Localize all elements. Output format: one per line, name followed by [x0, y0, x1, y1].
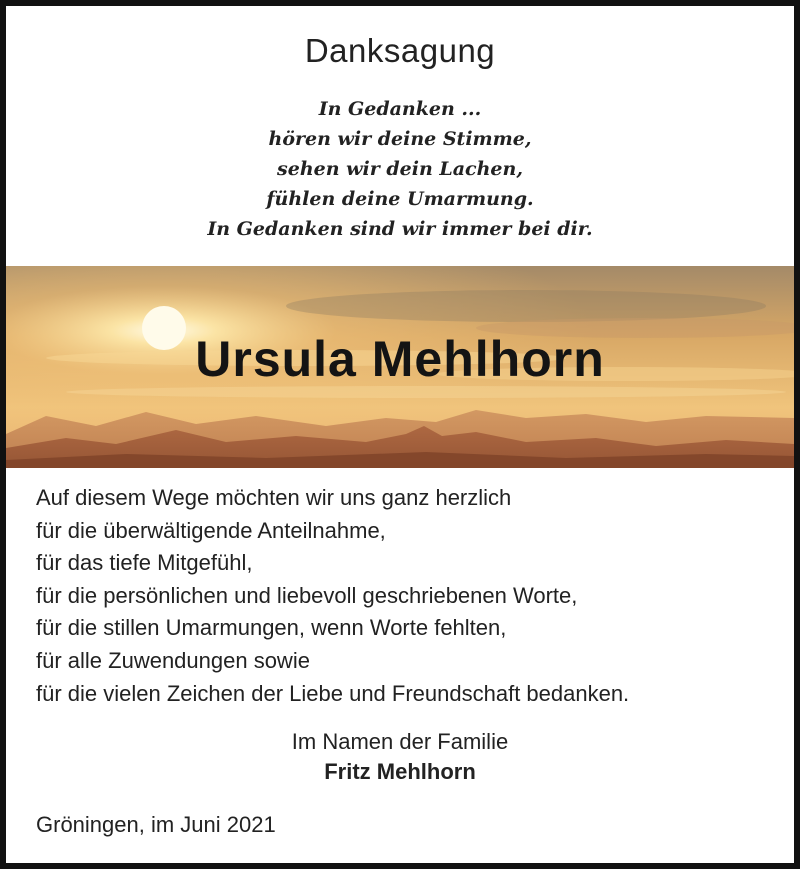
thanks-line: für die vielen Zeichen der Liebe und Freundschaft bedanken. — [36, 680, 630, 706]
signature-block — [0, 727, 800, 787]
signature-line: Im Namen der Familie — [291, 729, 509, 754]
poem-line: fühlen deine Umarmung. — [266, 188, 534, 210]
poem-line: In Gedanken ... — [318, 98, 482, 120]
thanks-line: für alle Zuwendungen sowie — [36, 647, 310, 673]
poem-line: hören wir deine Stimme, — [268, 128, 532, 150]
poem — [0, 94, 800, 244]
deceased-name: Ursula Mehlhorn — [195, 331, 605, 387]
thanks-line: für das tiefe Mitgefühl, — [36, 550, 253, 576]
signature-name: Fritz Mehlhorn — [324, 759, 476, 784]
poem-line: In Gedanken sind wir immer bei dir. — [207, 218, 593, 240]
poem-line: sehen wir dein Lachen, — [277, 158, 523, 180]
thanks-line: für die überwältigende Anteilnahme, — [36, 517, 386, 543]
thanks-text — [36, 482, 776, 710]
thanks-line: für die persönlichen und liebevoll geschriebenen Worte, — [36, 582, 578, 608]
thanks-line: für die stillen Umarmungen, wenn Worte fehlten, — [36, 615, 507, 641]
place-date: Gröningen, im Juni 2021 — [36, 812, 276, 837]
notice-heading: Danksagung — [304, 32, 496, 69]
thanks-line: Auf diesem Wege möchten wir uns ganz herzlich — [36, 485, 512, 510]
